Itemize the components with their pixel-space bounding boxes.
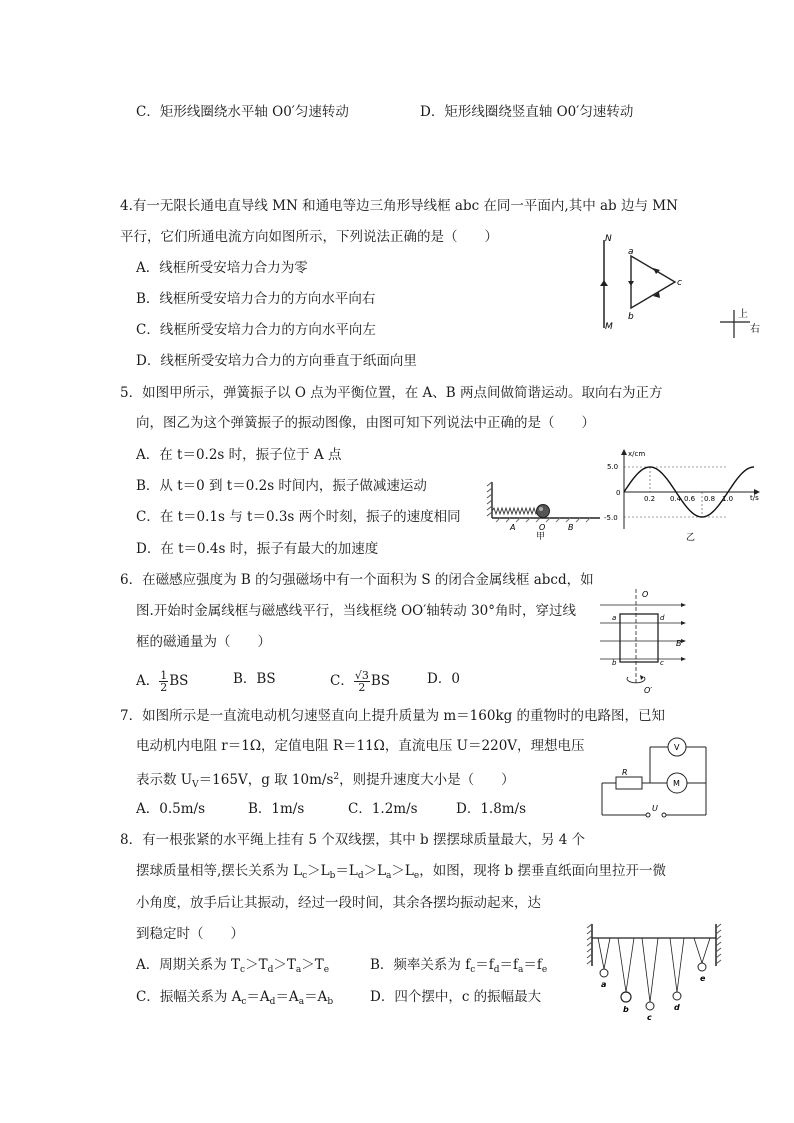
q8-label-a: a	[601, 980, 607, 989]
q4-option-c: C．线框所受安培力合力的方向水平向左	[136, 322, 376, 338]
q6-label-b: b	[612, 659, 617, 667]
q6-option-c-fraction: $\frac{√3}{2}$	[354, 669, 369, 694]
q8-double-pendulum-figure	[586, 920, 726, 1024]
q7-motor-circuit-figure	[598, 731, 716, 825]
q6-coil-in-field-figure	[598, 585, 694, 697]
q7-motor-icon: M	[673, 779, 680, 788]
q8-label-b: b	[623, 1005, 629, 1014]
q6-label-c: c	[660, 659, 664, 667]
q5-vibration-graph	[600, 447, 770, 543]
q5-caption-yi: 乙	[686, 533, 696, 543]
q7-voltmeter-icon: V	[674, 743, 680, 752]
q7-option-c: C．1.2m/s	[348, 801, 418, 817]
q7-label-u: U	[652, 804, 658, 813]
q4-option-a: A．线框所受安培力合力为零	[136, 260, 308, 276]
q5-spring-oscillator-figure	[484, 478, 604, 540]
q4-label-c: c	[677, 278, 682, 288]
q6-option-c: C． $\frac{√3}{2}$ BS	[330, 669, 391, 694]
q5-caption-jia: 甲	[536, 532, 546, 542]
q4-label-a: a	[628, 247, 634, 257]
q8-stem-line4: 到稳定时（ ）	[136, 926, 244, 942]
q5-graph-ylabel: x/cm	[628, 450, 646, 458]
q5-graph-xtick-0.6: 0.6	[684, 495, 696, 503]
q5-option-b: B．从 t＝0 到 t＝0.2s 时间内，振子做减速运动	[136, 478, 427, 494]
q5-graph-xtick-0.2: 0.2	[644, 495, 656, 503]
q4-stem-line2: 平行，它们所通电流方向如图所示，下列说法正确的是（ ）	[120, 229, 498, 245]
q6-option-a-fraction: $\frac{1}{2}$	[160, 669, 168, 694]
q5-stem-line1: 5．如图甲所示，弹簧振子以 O 点为平衡位置，在 A、B 两点间做简谐运动。取向右为正方	[120, 385, 663, 401]
q7-option-a: A．0.5m/s	[136, 801, 205, 817]
q5-label-b: B	[568, 523, 574, 532]
q5-option-c: C．在 t＝0.1s 与 t＝0.3s 两个时刻，振子的速度相同	[136, 509, 461, 525]
q5-graph-xtick-0.4: 0.4	[670, 495, 682, 503]
q4-direction-up: 上	[738, 309, 748, 320]
q5-graph-ytick-zero: 0	[616, 489, 621, 497]
q5-label-a: A	[510, 523, 516, 532]
q4-label-b: b	[628, 312, 634, 322]
q7-stem-line3: 表示数 $U_V=165V$，g 取 $10m/s^2$，则提升速度大小是（ ）	[136, 772, 515, 790]
q7-option-d: D．1.8m/s	[456, 801, 527, 817]
q4-wire-triangle-figure	[590, 228, 700, 340]
q6-option-d: D．0	[427, 671, 460, 687]
q8-label-e: e	[700, 974, 706, 983]
q6-label-d: d	[660, 614, 665, 622]
q7-stem-line2: 电动机内电阻 r＝1Ω，定值电阻 R＝11Ω，直流电压 U＝220V，理想电压	[136, 738, 585, 754]
q8-label-c: c	[647, 1013, 652, 1022]
q5-graph-ytick-max: 5.0	[607, 463, 619, 471]
q5-graph-xlabel: t/s	[750, 494, 759, 502]
q5-option-d: D．在 t＝0.4s 时，振子有最大的加速度	[136, 541, 379, 557]
q7-option-b: B．1m/s	[248, 801, 305, 817]
q8-label-d: d	[674, 1003, 680, 1012]
q8-option-b: B．频率关系为 $f_c=f_d=f_a=f_e$	[370, 957, 548, 975]
q6-option-a: A． $\frac{1}{2}$ BS	[136, 669, 189, 694]
q5-graph-xtick-1.0: 1.0	[722, 495, 734, 503]
q5-option-a: A．在 t＝0.2s 时，振子位于 A 点	[136, 447, 342, 463]
q3-option-c: C．矩形线圈绕水平轴 O0′匀速转动	[136, 104, 349, 120]
q8-stem-line3: 小角度，放手后让其振动，经过一段时间，其余各摆均振动起来，达	[136, 895, 541, 911]
q4-label-n: N	[605, 234, 612, 244]
q6-label-o-prime: O′	[644, 686, 653, 695]
q6-stem-line1: 6．在磁感应强度为 B 的匀强磁场中有一个面积为 S 的闭合金属线框 abcd，如	[120, 572, 594, 588]
q6-stem-line3: 框的磁通量为（ ）	[136, 634, 271, 650]
q5-graph-ytick-min: -5.0	[604, 514, 618, 522]
q6-label-a: a	[612, 614, 617, 622]
q6-option-b: B．BS	[233, 671, 276, 687]
q4-direction-right: 右	[750, 324, 760, 335]
q4-option-b: B．线框所受安培力合力的方向水平向右	[136, 291, 376, 307]
q4-stem-line1: 4.有一无限长通电直导线 MN 和通电等边三角形导线框 abc 在同一平面内,其中 ab 边与 MN	[120, 198, 678, 214]
q8-stem-line2: 摆球质量相等,摆长关系为 $L_c>L_b=L_d>L_a>L_e$，如图，现将 b 摆垂直纸面向里拉开一微	[136, 863, 666, 881]
q8-option-a: A．周期关系为 $T_c>T_d>T_a>T_e$	[136, 957, 330, 975]
q4-option-d: D．线框所受安培力合力的方向垂直于纸面向里	[136, 353, 417, 369]
q4-label-m: M	[605, 322, 613, 332]
q5-stem-line2: 向，图乙为这个弹簧振子的振动图像，由图可知下列说法中正确的是（ ）	[136, 415, 595, 431]
q8-stem-line1: 8．有一根张紧的水平绳上挂有 5 个双线摆，其中 b 摆摆球质量最大，另 4 个	[120, 832, 586, 848]
q5-label-o: O	[539, 523, 546, 532]
q7-stem-line1: 7．如图所示是一直流电动机匀速竖直向上提升质量为 m＝160kg 的重物时的电路图，已知	[120, 708, 666, 724]
q7-label-r: R	[622, 768, 628, 777]
q4-direction-axes-icon	[716, 308, 766, 344]
q8-option-c: C．振幅关系为 $A_c=A_d=A_a=A_b$	[136, 989, 334, 1007]
q6-stem-line2: 图.开始时金属线框与磁感线平行，当线框绕 OO′轴转动 30°角时，穿过线	[136, 603, 577, 619]
q5-graph-xtick-0.8: 0.8	[704, 495, 716, 503]
q3-option-d: D．矩形线圈绕竖直轴 O0′匀速转动	[420, 104, 634, 120]
q6-label-field-b: B	[676, 639, 682, 648]
q8-option-d: D．四个摆中，c 的振幅最大	[370, 989, 542, 1005]
q6-label-o: O	[642, 590, 649, 599]
